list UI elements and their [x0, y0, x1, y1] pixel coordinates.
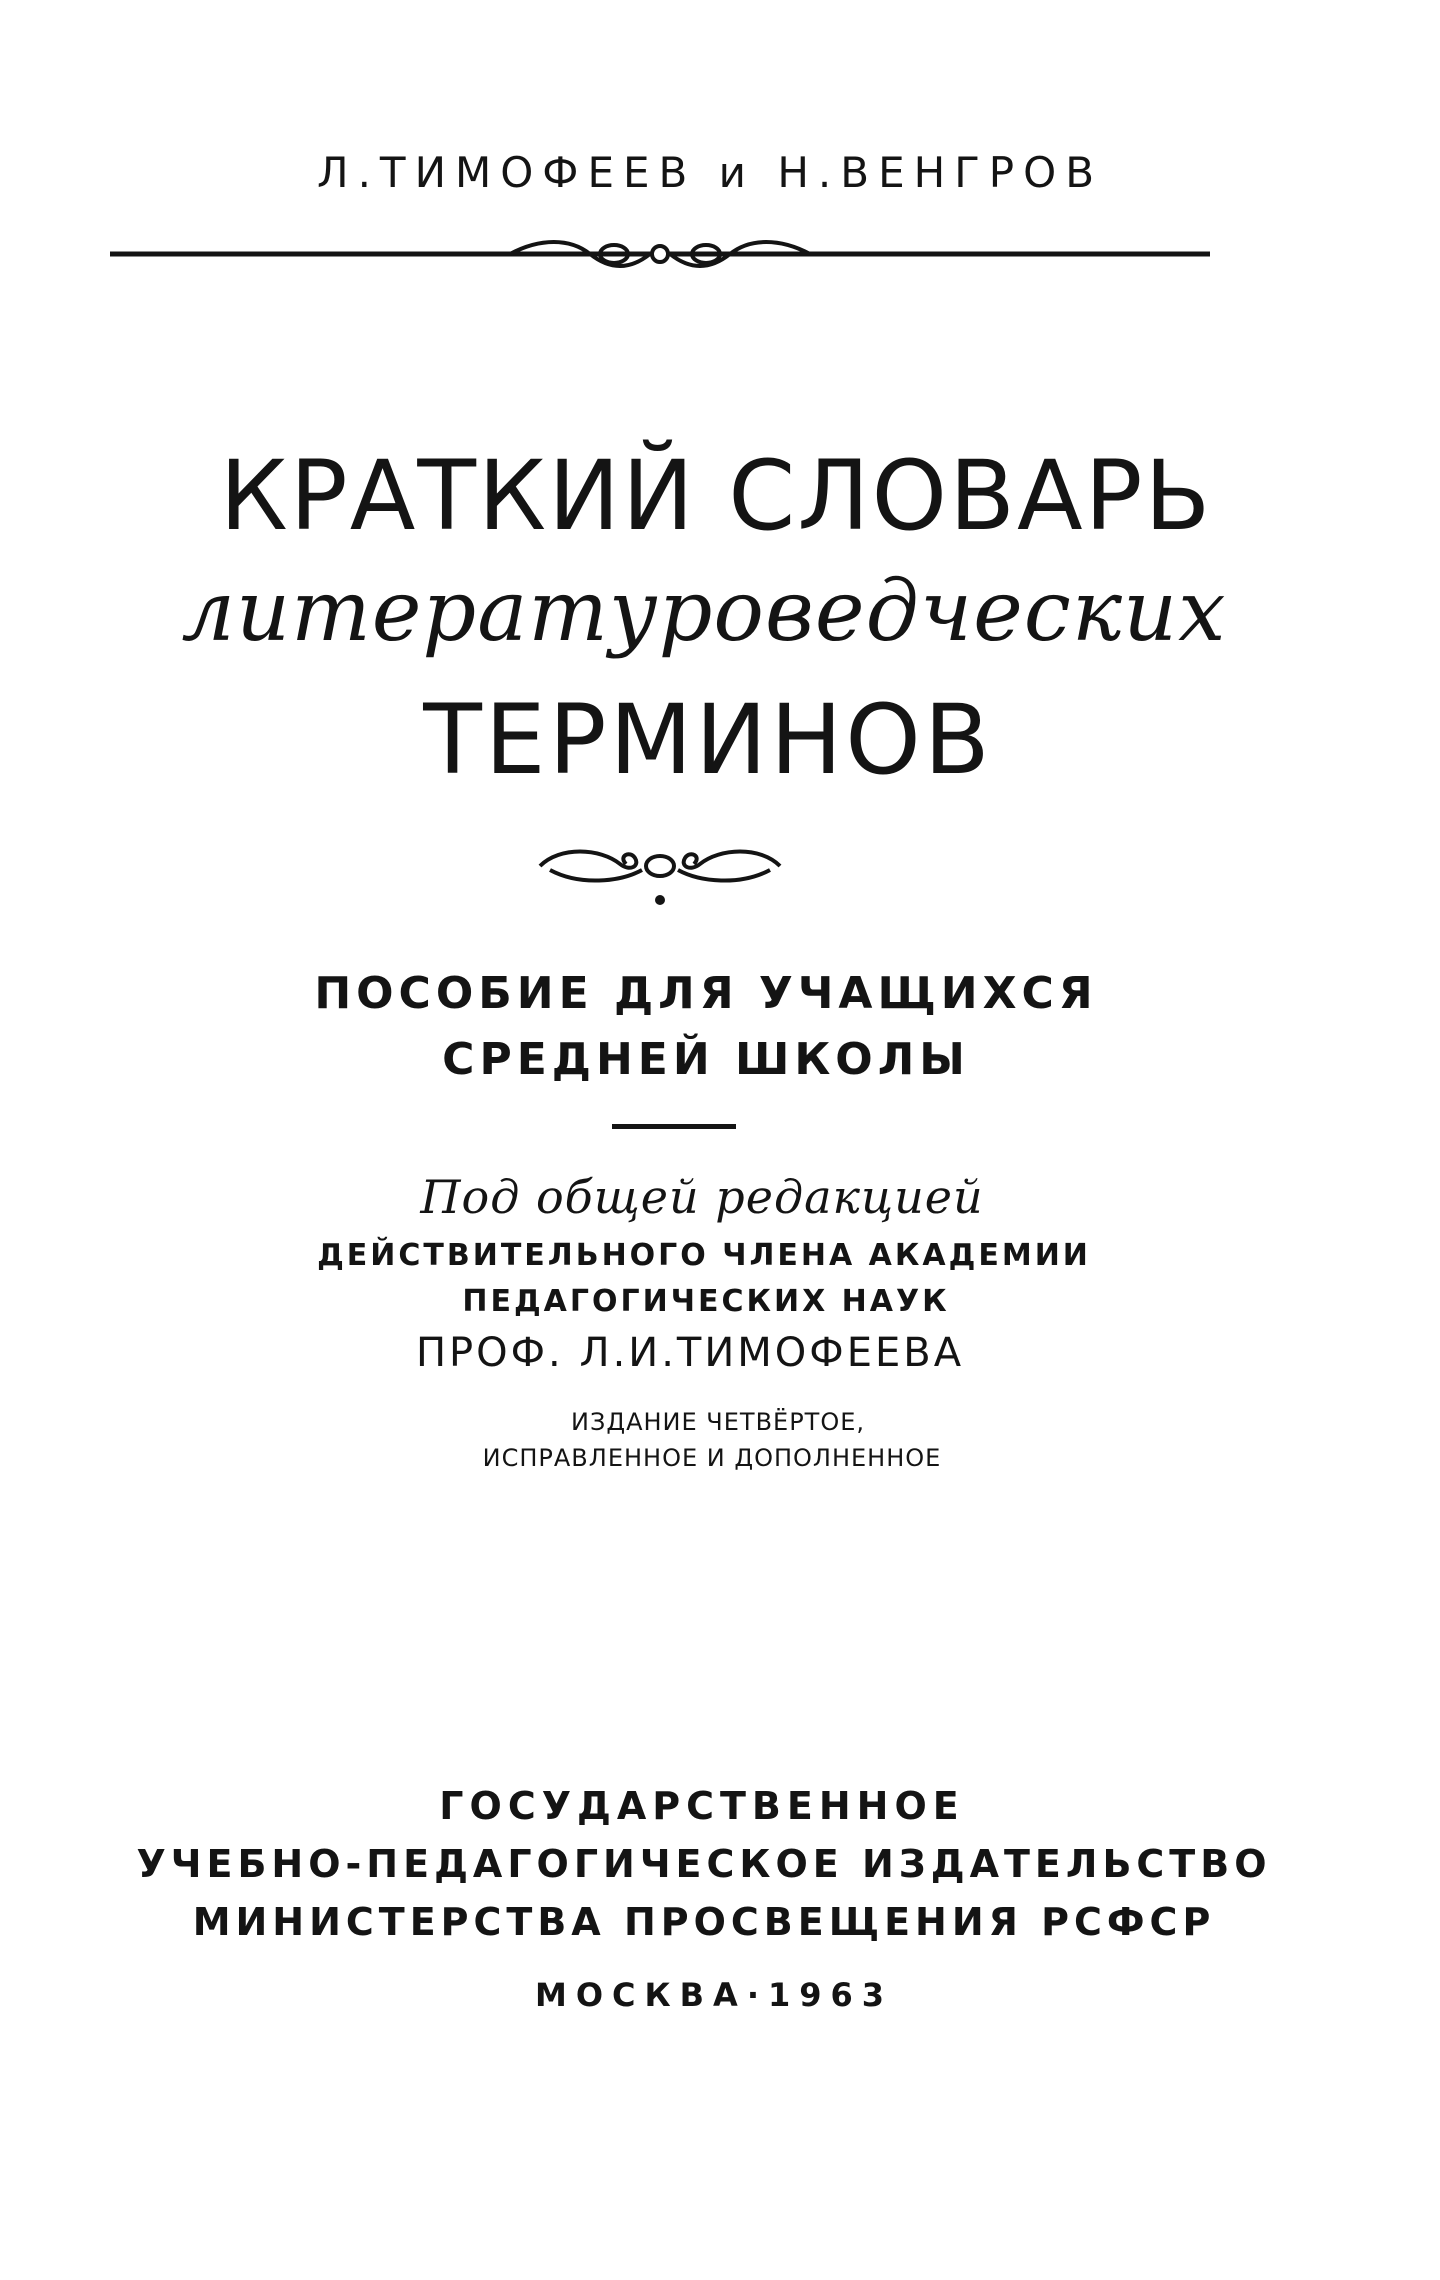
subtitle-line-1: ПОСОБИЕ ДЛЯ УЧАЩИХСЯ — [314, 968, 1098, 1019]
publisher-line-2: УЧЕБНО-ПЕДАГОГИЧЕСКОЕ ИЗДАТЕЛЬСТВО — [136, 1842, 1272, 1886]
subtitle-line-2: СРЕДНЕЙ ШКОЛЫ — [442, 1034, 970, 1085]
title-line-2: литературоведческих — [181, 562, 1227, 660]
editor-intro: Под общей редакцией — [420, 1170, 984, 1224]
editor-line-1: ДЕЙСТВИТЕЛЬНОГО ЧЛЕНА АКАДЕМИИ — [317, 1238, 1091, 1273]
decorative-flourish — [530, 836, 790, 916]
title-line-1: КРАТКИЙ СЛОВАРЬ — [219, 440, 1213, 552]
title-line-3: ТЕРМИНОВ — [423, 684, 993, 796]
publisher-line-1: ГОСУДАРСТВЕННОЕ — [439, 1784, 965, 1828]
editor-name: ПРОФ. Л.И.ТИМОФЕЕВА — [415, 1330, 965, 1376]
edition-line-1: ИЗДАНИЕ ЧЕТВЁРТОЕ, — [570, 1408, 866, 1436]
publisher-line-3: МИНИСТЕРСТВА ПРОСВЕЩЕНИЯ РСФСР — [192, 1900, 1216, 1944]
authors-line: Л.ТИМОФЕЕВ и Н.ВЕНГРОВ — [316, 148, 1104, 197]
short-rule — [612, 1124, 736, 1129]
decorative-rule — [110, 232, 1210, 276]
place-year: МОСКВА·1963 — [534, 1976, 894, 2014]
edition-line-2: ИСПРАВЛЕННОЕ И ДОПОЛНЕННОЕ — [482, 1444, 942, 1472]
editor-line-2: ПЕДАГОГИЧЕСКИХ НАУК — [462, 1284, 950, 1319]
